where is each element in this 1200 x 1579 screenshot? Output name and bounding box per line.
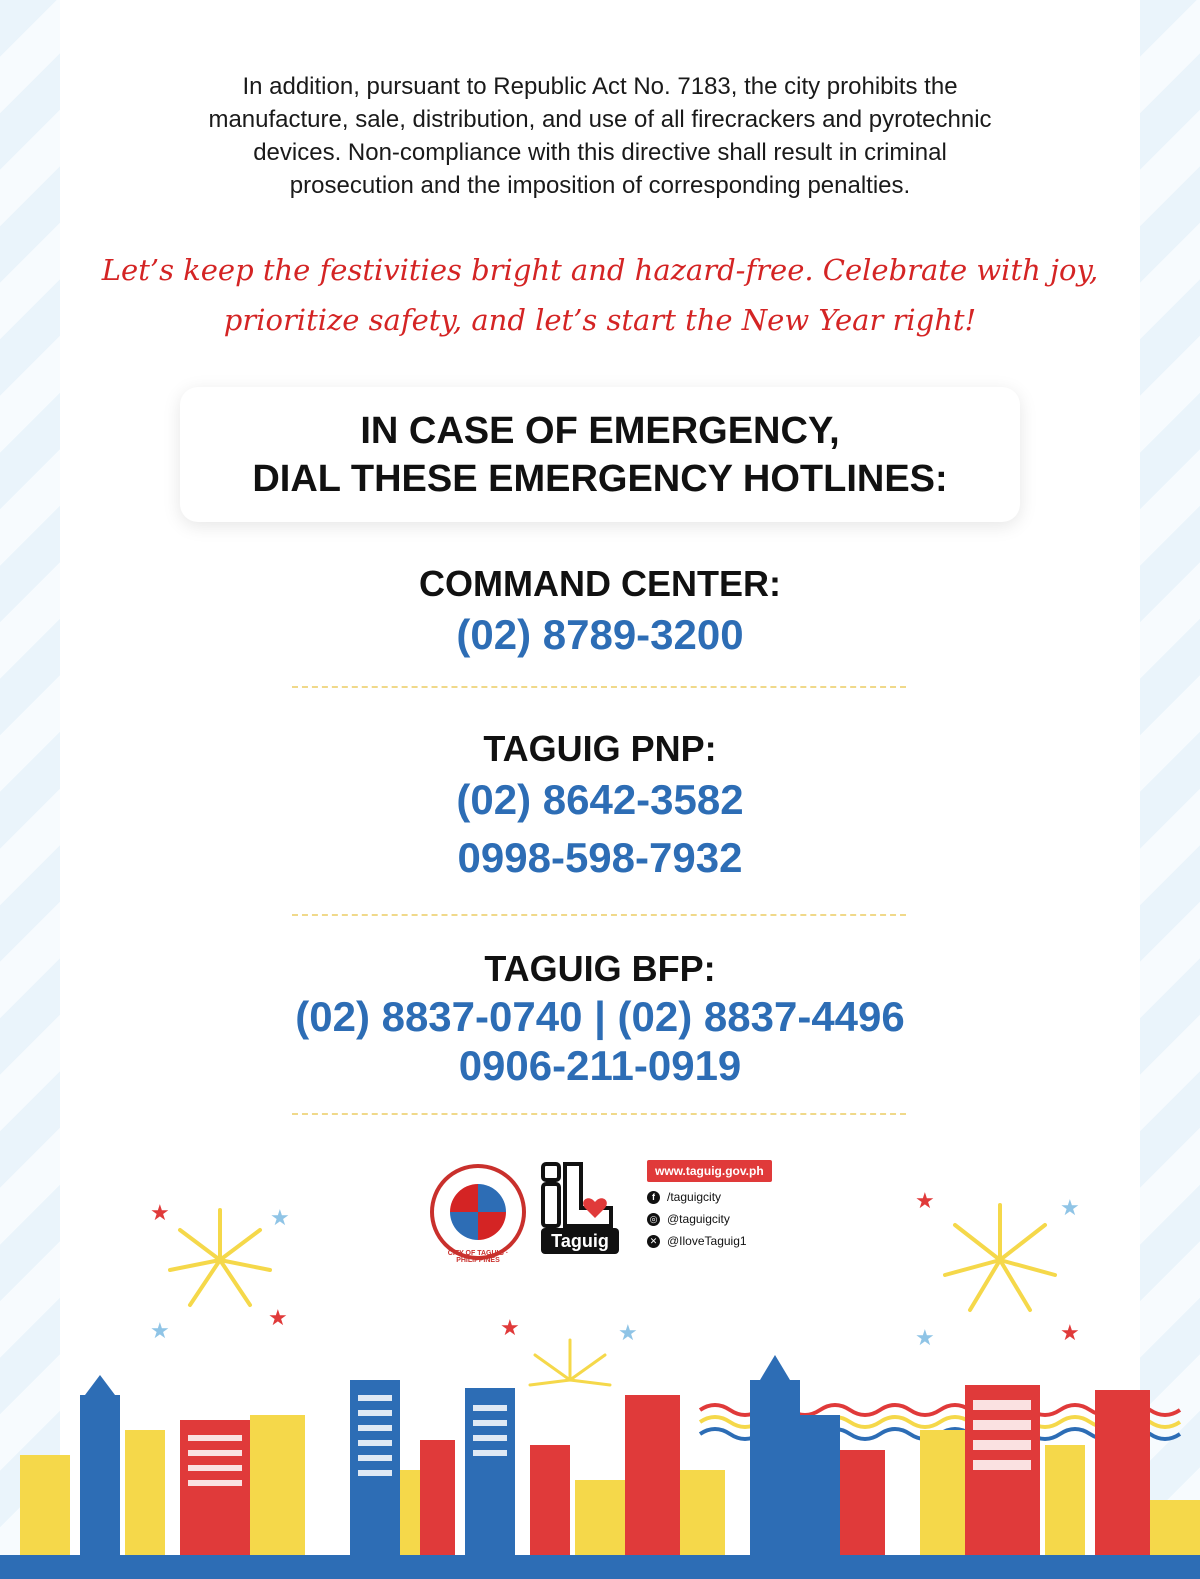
intro-line: manufacture, sale, distribution, and use of all firecrackers and pyrotechnic: [208, 106, 992, 133]
svg-text:★: ★: [915, 1325, 935, 1350]
intro-line: In addition, pursuant to Republic Act No. 7183, the city prohibits the: [242, 73, 958, 100]
svg-text:★: ★: [1060, 1320, 1080, 1345]
svg-text:★: ★: [270, 1205, 290, 1230]
svg-text:★: ★: [150, 1200, 170, 1225]
slogan-line: Let’s keep the festivities bright and hazard-free. Celebrate with joy,: [101, 253, 1099, 287]
emergency-heading-line: IN CASE OF EMERGENCY,: [360, 410, 840, 452]
divider: [292, 1113, 906, 1115]
pnp-section: [0, 727, 1200, 887]
intro-line: prosecution and the imposition of corresponding penalties.: [289, 172, 911, 199]
svg-text:★: ★: [1060, 1195, 1080, 1220]
divider: [292, 914, 906, 916]
x-icon: ✕: [647, 1235, 660, 1248]
svg-text:★: ★: [618, 1320, 638, 1345]
svg-text:★: ★: [500, 1315, 520, 1340]
star-icon: [150, 1188, 1080, 1350]
bfp-section: [0, 947, 1200, 1089]
intro-line: devices. Non-compliance with this directive shall result in criminal: [253, 139, 947, 166]
website-link[interactable]: www.taguig.gov.ph: [647, 1160, 772, 1182]
svg-text:★: ★: [268, 1305, 288, 1330]
pnp-label: TAGUIG PNP:: [483, 728, 717, 769]
ground-strip: [0, 1555, 1200, 1579]
facebook-handle: /taguigcity: [667, 1190, 722, 1204]
firework-icon: [530, 1340, 610, 1385]
slogan-line: prioritize safety, and let’s start the New Year right!: [223, 303, 977, 337]
emergency-heading-line: DIAL THESE EMERGENCY HOTLINES:: [252, 458, 948, 500]
svg-text:★: ★: [915, 1188, 935, 1213]
command-center-label: COMMAND CENTER:: [419, 563, 781, 604]
intro-paragraph: [120, 70, 1080, 202]
x-handle: @IloveTaguig1: [667, 1234, 747, 1248]
taguig-label: Taguig: [541, 1228, 619, 1254]
bfp-label: TAGUIG BFP:: [484, 948, 716, 989]
pnp-number[interactable]: (02) 8642-3582: [456, 776, 744, 823]
seal-text: CITY OF TAGUIG · PHILIPPINES: [447, 1250, 509, 1264]
pnp-number[interactable]: 0998-598-7932: [457, 834, 743, 881]
emergency-heading-box: [180, 387, 1020, 522]
instagram-handle: @taguigcity: [667, 1212, 730, 1226]
city-skyline-illustration: [0, 1180, 1200, 1579]
firework-icon: [945, 1205, 1055, 1310]
facebook-icon: f: [647, 1191, 660, 1204]
svg-text:★: ★: [150, 1318, 170, 1343]
bfp-number[interactable]: (02) 8837-0740 | (02) 8837-4496: [295, 993, 905, 1040]
instagram-icon: ◎: [647, 1213, 660, 1226]
command-center-section: [0, 562, 1200, 664]
firework-icon: [170, 1210, 270, 1305]
command-center-number[interactable]: (02) 8789-3200: [456, 611, 744, 658]
bfp-number[interactable]: 0906-211-0919: [458, 1042, 742, 1089]
divider: [292, 686, 906, 688]
slogan: [90, 245, 1110, 345]
